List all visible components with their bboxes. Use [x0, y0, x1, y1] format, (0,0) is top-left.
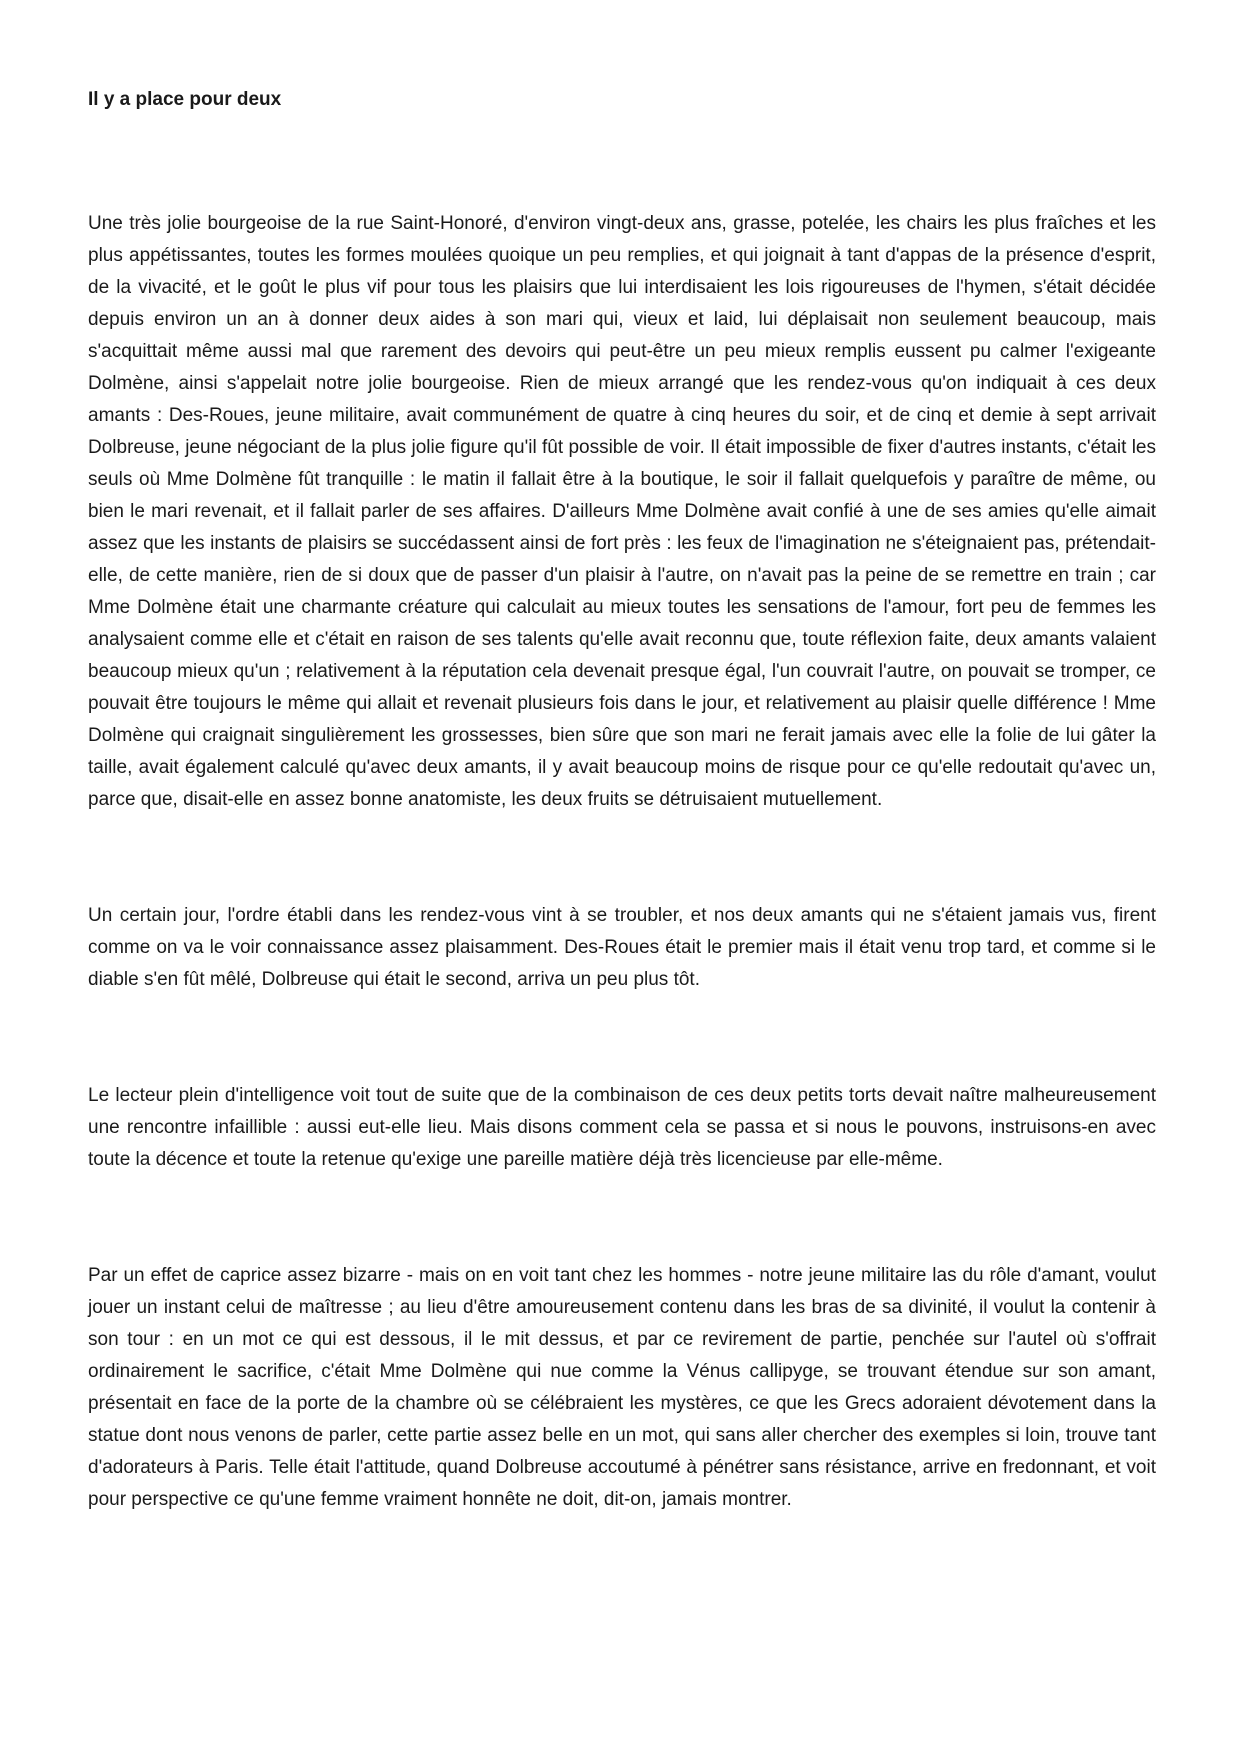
paragraph-1: Une très jolie bourgeoise de la rue Saint-Honoré, d'environ vingt-deux ans, grasse, potelée, les chairs les plus fraîches et les plus appétissantes, toutes les formes moulées quoique un peu remplies, et qui joignait à tant d'appas de la présence d'esprit, de la vivacité, et le goût le plus vif pour tous les plaisirs que lui interdisaient les lois rigoureuses de l'hymen, s'était décidée depuis environ un an à donner deux aides à son mari qui, vieux et laid, lui déplaisait non seulement beaucoup, mais s'acquittait même aussi mal que rarement des devoirs qui peut-être un peu mieux remplis eussent pu calmer l'exigeante Dolmène, ainsi s'appelait notre jolie bourgeoise. Rien de mieux arrangé que les rendez-vous qu'on indiquait à ces deux amants : Des-Roues, jeune militaire, avait communément de quatre à cinq heures du soir, et de cinq et demie à sept arrivait Dolbreuse, jeune négociant de la plus jolie figure qu'il fût possible de voir. Il était impossible de fixer d'autres instants, c'était les seuls où Mme Dolmène fût tranquille : le matin il fallait être à la boutique, le soir il fallait quelquefois y paraître de même, ou bien le mari revenait, et il fallait parler de ses affaires. D'ailleurs Mme Dolmène avait confié à une de ses amies qu'elle aimait assez que les instants de plaisirs se succédassent ainsi de fort près : les feux de l'imagination ne s'éteignaient pas, prétendait-elle, de cette manière, rien de si doux que de passer d'un plaisir à l'autre, on n'avait pas la peine de se remettre en train ; car Mme Dolmène était une charmante créature qui calculait au mieux toutes les sensations de l'amour, fort peu de femmes les analysaient comme elle et c'était en raison de ses talents qu'elle avait reconnu que, toute réflexion faite, deux amants valaient beaucoup mieux qu'un ; relativement à la réputation cela devenait presque égal, l'un couvrait l'autre, on pouvait se tromper, ce pouvait être toujours le même qui allait et revenait plusieurs fois dans le jour, et relativement au plaisir quelle différence ! Mme Dolmène qui craignait singulièrement les grossesses, bien sûre que son mari ne ferait jamais avec elle la folie de lui gâter la taille, avait également calculé qu'avec deux amants, il y avait beaucoup moins de risque pour ce qu'elle redoutait qu'avec un, parce que, disait-elle en assez bonne anatomiste, les deux fruits se détruisaient mutuellement. — [88, 213, 1156, 810]
document-title: Il y a place pour deux — [88, 89, 282, 110]
paragraph-4: Par un effet de caprice assez bizarre - mais on en voit tant chez les hommes - notre jeune militaire las du rôle d'amant, voulut jouer un instant celui de maîtresse ; au lieu d'être amoureusement contenu dans les bras de sa divinité, il voulut la contenir à son tour : en un mot ce qui est dessous, il le mit dessus, et par ce revirement de partie, penchée sur l'autel où s'offrait ordinairement le sacrifice, c'était Mme Dolmène qui nue comme la Vénus callipyge, se trouvant étendue sur son amant, présentait en face de la porte de la chambre où se célébraient les mystères, ce que les Grecs adoraient dévotement dans la statue dont nous venons de parler, cette partie assez belle en un mot, qui sans aller chercher des exemples si loin, trouve tant d'adorateurs à Paris. Telle était l'attitude, quand Dolbreuse accoutumé à pénétrer sans résistance, arrive en fredonnant, et voit pour perspective ce qu'une femme vraiment honnête ne doit, dit-on, jamais montrer. — [88, 1265, 1156, 1510]
paragraph-3: Le lecteur plein d'intelligence voit tout de suite que de la combinaison de ces deux petits torts devait naître malheureusement une rencontre infaillible : aussi eut-elle lieu. Mais disons comment cela se passa et si nous le pouvons, instruisons-en avec toute la décence et toute la retenue qu'exige une pareille matière déjà très licencieuse par elle-même. — [88, 1085, 1156, 1170]
document-page — [88, 84, 1156, 1516]
paragraph-2: Un certain jour, l'ordre établi dans les rendez-vous vint à se troubler, et nos deux amants qui ne s'étaient jamais vus, firent comme on va le voir connaissance assez plaisamment. Des-Roues était le premier mais il était venu trop tard, et comme si le diable s'en fût mêlé, Dolbreuse qui était le second, arriva un peu plus tôt. — [88, 905, 1156, 990]
